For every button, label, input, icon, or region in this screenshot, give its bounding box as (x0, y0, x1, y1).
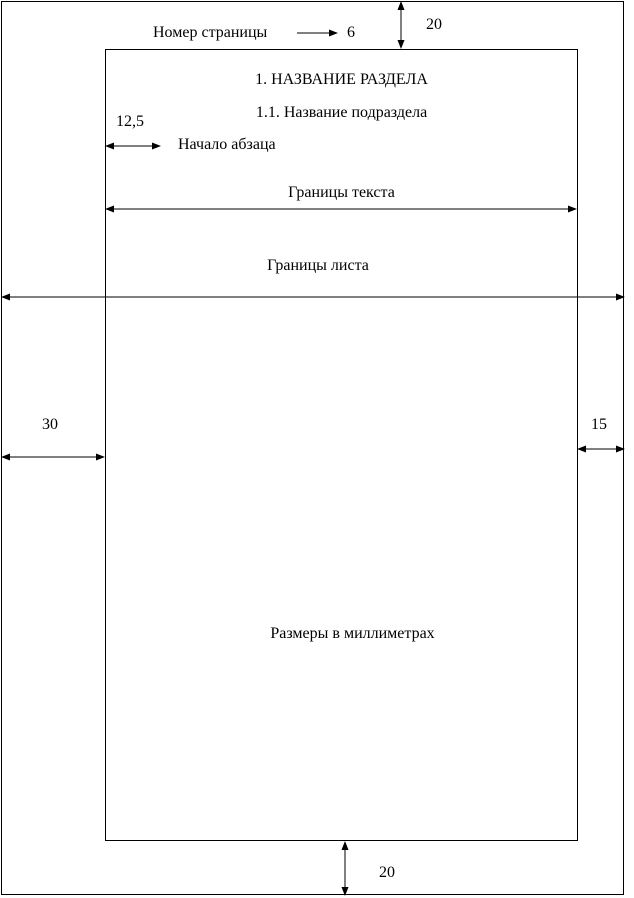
sheet-boundaries-label: Границы листа (267, 257, 369, 274)
page-number-arrow (297, 30, 338, 37)
units-note: Размеры в миллиметрах (270, 625, 435, 642)
bottom-margin-arrow (342, 841, 349, 896)
paragraph-indent-value: 12,5 (116, 113, 144, 130)
sheet-boundaries-arrow (1, 294, 625, 301)
paragraph-start-label: Начало абзаца (178, 136, 276, 153)
text-boundaries-arrow (105, 206, 577, 213)
paragraph-indent-arrow (105, 143, 161, 150)
top-margin-arrow (398, 1, 405, 49)
section-title: 1. НАЗВАНИЕ РАЗДЕЛА (255, 71, 428, 88)
bottom-margin-value: 20 (379, 864, 395, 881)
subsection-title: 1.1. Название подраздела (255, 104, 428, 121)
right-margin-value: 15 (591, 416, 607, 433)
left-margin-arrow (1, 454, 105, 461)
top-margin-value: 20 (426, 16, 442, 33)
text-boundaries-label: Границы текста (288, 184, 395, 201)
page-number-value: 6 (347, 24, 355, 41)
page-number-label: Номер страницы (153, 24, 268, 41)
left-margin-value: 30 (42, 416, 58, 433)
right-margin-arrow (577, 446, 625, 453)
